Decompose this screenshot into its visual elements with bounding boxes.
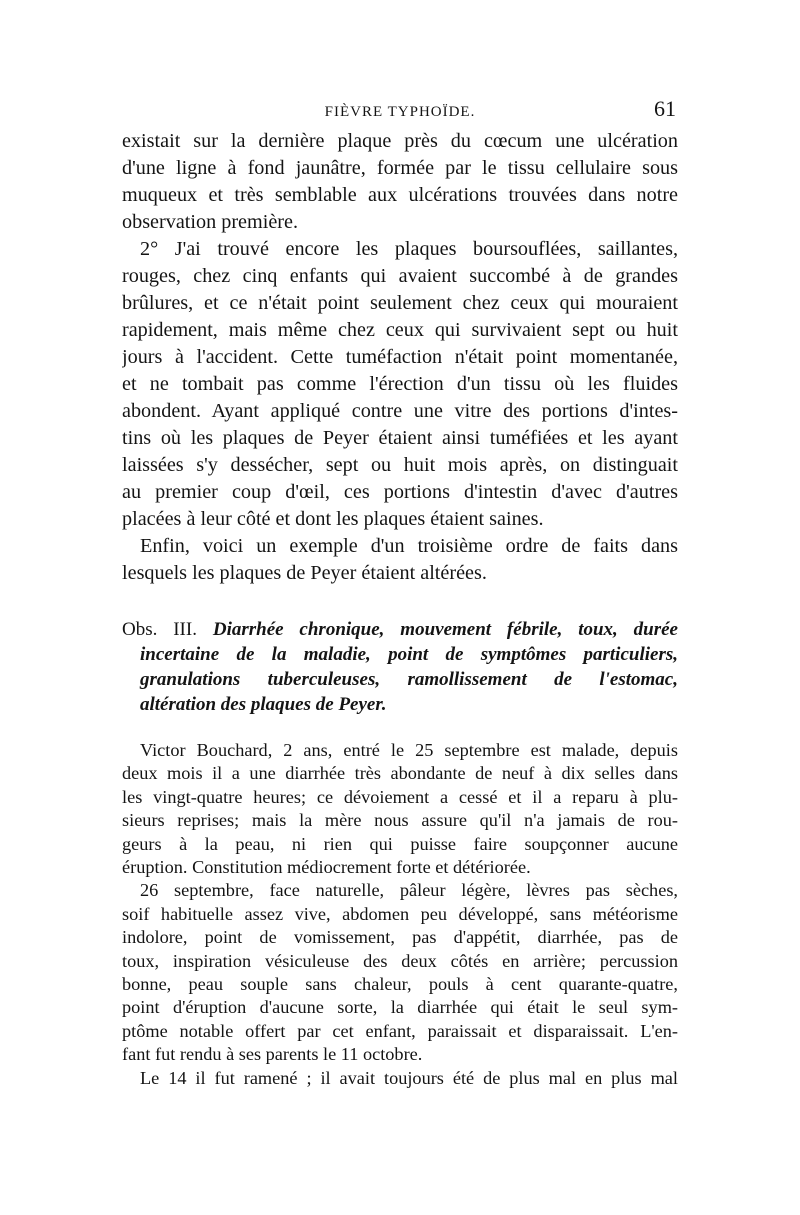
text-line: lesquels les plaques de Peyer étaient altérées. — [122, 562, 487, 584]
text-line: sieurs reprises; mais la mère nous assure qu'il n'a jamais de rou- — [122, 810, 678, 831]
text-line: les vingt-quatre heures; ce dévoiement a cessé et il a reparu à plu- — [122, 786, 678, 807]
observation-first-line — [122, 617, 678, 642]
text-line: d'une ligne à fond jaunâtre, formée par le tissu cellulaire sous — [122, 157, 678, 179]
text-line: indolore, point de vomissement, pas d'appétit, diarrhée, pas de — [122, 927, 678, 948]
text-line: rouges, chez cinq enfants qui avaient succombé à de grandes — [122, 265, 678, 287]
text-line: éruption. Constitution médiocrement forte et détériorée. — [122, 857, 531, 878]
text-line: bonne, peau souple sans chaleur, pouls à cent quarante-quatre, — [122, 974, 678, 995]
page-header — [122, 96, 678, 126]
text-line: 2° J'ai trouvé encore les plaques boursouflées, saillantes, — [140, 238, 678, 260]
text-line: deux mois il a une diarrhée très abondante de neuf à dix selles dans — [122, 763, 678, 784]
observation-title-line: altération des plaques de Peyer. — [140, 694, 387, 715]
text-line: geurs à la peau, ni rien qui puisse faire soupçonner aucune — [122, 833, 678, 854]
text-line: ptôme notable offert par cet enfant, paraissait et disparaissait. L'en- — [122, 1020, 678, 1041]
text-line: muqueux et très semblable aux ulcérations trouvées dans notre — [122, 184, 678, 206]
text-line: brûlures, et ce n'était point seulement chez ceux qui mouraient — [122, 292, 678, 314]
text-line: tins où les plaques de Peyer étaient ainsi tuméfiées et les ayant — [122, 427, 678, 449]
text-line: placées à leur côté et dont les plaques étaient saines. — [122, 508, 544, 530]
text-line: point d'éruption d'aucune sorte, la diarrhée qui était le seul sym- — [122, 997, 678, 1018]
observation-title-line: Diarrhée chronique, mouvement fébrile, toux, durée — [212, 619, 678, 640]
observation-title-line: granulations tuberculeuses, ramollissement de l'estomac, — [140, 669, 678, 690]
text-line: rapidement, mais même chez ceux qui survivaient sept ou huit — [122, 319, 678, 341]
text-line: laissées s'y dessécher, sept ou huit mois après, on distinguait — [122, 454, 678, 476]
text-line: Le 14 il fut ramené ; il avait toujours été de plus mal en plus mal — [140, 1067, 678, 1088]
text-line: existait sur la dernière plaque près du cœcum une ulcération — [122, 130, 678, 152]
case-paragraph-2 — [122, 879, 678, 1066]
page-number: 61 — [654, 96, 676, 121]
case-paragraph-1 — [122, 739, 678, 879]
text-line: fant fut rendu à ses parents le 11 octobre. — [122, 1044, 423, 1065]
text-line: toux, inspiration vésiculeuse des deux côtés en arrière; percussion — [122, 950, 678, 971]
text-line: soif habituelle assez vive, abdomen peu développé, sans météorisme — [122, 903, 678, 924]
page-body — [122, 128, 678, 1090]
running-title: FIÈVRE TYPHOÏDE. — [324, 104, 476, 120]
text-line: Victor Bouchard, 2 ans, entré le 25 septembre est malade, depuis — [140, 740, 678, 760]
paragraph-2 — [122, 236, 678, 533]
paragraph-1 — [122, 128, 678, 236]
text-line: au premier coup d'œil, ces portions d'intestin d'avec d'autres — [122, 481, 678, 503]
text-line: abondent. Ayant appliqué contre une vitre des portions d'intes- — [122, 400, 678, 422]
text-line: Enfin, voici un exemple d'un troisième ordre de faits dans — [140, 535, 678, 557]
paragraph-3 — [122, 533, 678, 587]
observation-heading — [122, 617, 678, 717]
text-line: et ne tombait pas comme l'érection d'un tissu où les fluides — [122, 373, 678, 395]
text-line: jours à l'accident. Cette tuméfaction n'était point momentanée, — [122, 346, 678, 368]
text-line: 26 septembre, face naturelle, pâleur légère, lèvres pas sèches, — [140, 880, 678, 901]
text-line: observation première. — [122, 211, 299, 233]
case-paragraph-3 — [122, 1067, 678, 1090]
observation-label: Obs. III. — [122, 619, 197, 640]
observation-title-line: incertaine de la maladie, point de symptômes particuliers, — [140, 644, 678, 665]
